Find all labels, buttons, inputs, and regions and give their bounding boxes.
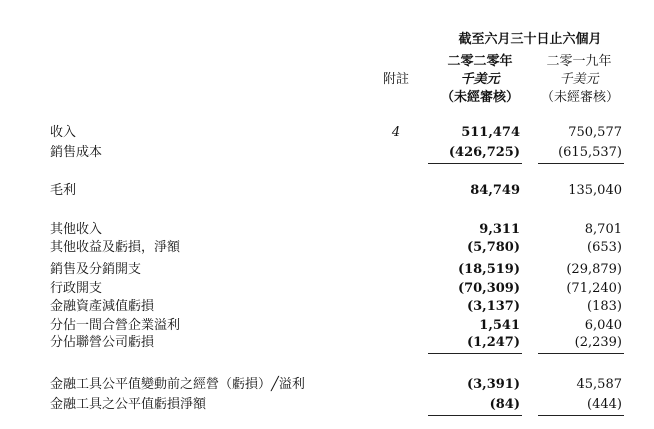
row-value-2019-fair-value-loss: (444) — [587, 397, 622, 412]
row-value-2019-revenue: 750,577 — [568, 125, 622, 140]
row-value-2019-other-income: 8,701 — [584, 222, 622, 237]
row-label-gross-profit: 毛利 — [50, 183, 77, 198]
row-value-2020-revenue: 511,474 — [461, 125, 520, 140]
col-2020-year: 二零二零年 — [447, 54, 513, 69]
row-value-2020-operating-result: (3,391) — [466, 377, 520, 392]
col-2020-unit: 千美元 — [460, 72, 500, 87]
row-value-2019-share-jv-profit: 6,040 — [584, 318, 622, 333]
row-value-2019-cost-of-sales: (615,537) — [558, 145, 622, 160]
row-label-share-jv-profit: 分佔一間合營企業溢利 — [50, 318, 181, 333]
row-label-selling-distribution: 銷售及分銷開支 — [50, 262, 142, 277]
subtotal-rule-2019 — [538, 163, 624, 164]
row-value-2019-other-gains-losses: (653) — [587, 240, 622, 255]
row-value-2019-operating-result: 45,587 — [576, 377, 622, 392]
col-2019-year: 二零一九年 — [546, 54, 612, 69]
row-value-2020-other-income: 9,311 — [479, 222, 520, 237]
row-value-2019-impairment: (183) — [587, 299, 622, 314]
note-column-heading: 附註 — [382, 72, 409, 87]
row-value-2019-selling-distribution: (29,879) — [566, 262, 622, 277]
row-value-2019-gross-profit: 135,040 — [568, 183, 622, 198]
subtotal-rule-2019 — [538, 353, 624, 354]
col-2019-audit: （未經審核） — [540, 90, 619, 105]
row-label-impairment: 金融資產減值虧損 — [50, 299, 155, 314]
period-heading: 截至六月三十日止六個月 — [458, 32, 602, 47]
row-value-2020-fair-value-loss: (84) — [489, 397, 520, 412]
row-label-admin-expenses: 行政開支 — [50, 281, 103, 296]
row-label-other-income: 其他收入 — [50, 222, 103, 237]
row-value-2020-other-gains-losses: (5,780) — [466, 240, 520, 255]
subtotal-rule-2020 — [428, 415, 522, 416]
row-value-2019-admin-expenses: (71,240) — [566, 281, 622, 296]
col-2020-audit: （未經審核） — [440, 90, 519, 105]
row-value-2020-selling-distribution: (18,519) — [457, 262, 520, 277]
row-value-2020-impairment: (3,137) — [466, 299, 520, 314]
row-label-revenue: 收入 — [50, 125, 77, 140]
subtotal-rule-2019 — [538, 415, 624, 416]
row-value-2019-share-associates-loss: (2,239) — [574, 335, 622, 350]
row-value-2020-share-associates-loss: (1,247) — [466, 335, 520, 350]
row-note-revenue: 4 — [391, 125, 401, 140]
col-2019-unit: 千美元 — [559, 72, 599, 87]
row-value-2020-cost-of-sales: (426,725) — [448, 145, 520, 160]
row-value-2020-gross-profit: 84,749 — [470, 183, 520, 198]
subtotal-rule-2020 — [428, 163, 522, 164]
row-label-fair-value-loss: 金融工具之公平值虧損淨額 — [50, 397, 207, 412]
row-value-2020-admin-expenses: (70,309) — [457, 281, 520, 296]
row-label-other-gains-losses: 其他收益及虧損，淨額 — [50, 240, 181, 255]
row-value-2020-share-jv-profit: 1,541 — [479, 318, 520, 333]
row-label-operating-result: 金融工具公平值變動前之經營（虧損）╱溢利 — [50, 377, 305, 392]
row-label-share-associates-loss: 分佔聯營公司虧損 — [50, 335, 155, 350]
subtotal-rule-2020 — [428, 353, 522, 354]
row-label-cost-of-sales: 銷售成本 — [50, 145, 103, 160]
